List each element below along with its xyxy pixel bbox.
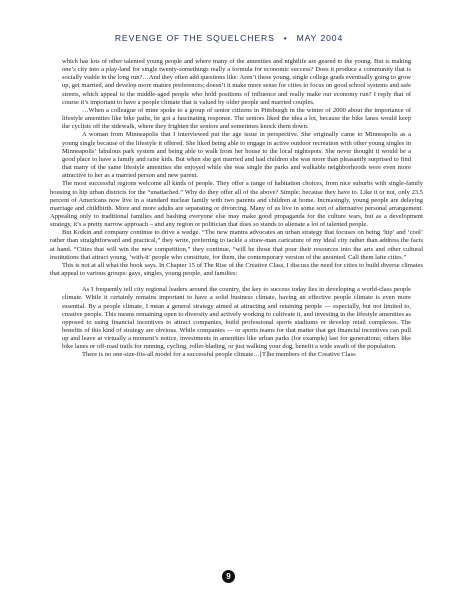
page-body <box>50 58 423 360</box>
running-header <box>0 33 458 43</box>
body-paragraph-2: But Kotkin and company continue to drive a wedge. “The new mantra advocates an urban strategy that focuses on being ‘hip’ and ‘cool’ rather than straightforward and practical,” they write, preferring to tackle a straw-man caricature of my ideal city rather than address the facts at hand. “Cities that will win the new competition,” they continue, “will be those that pour their resources into the arts and other cultural institutions that attract young, ‘with-it’ people who constitute, for them, the contemporary version of the anointed. Call them latte cities.” <box>50 229 423 261</box>
quote-paragraph-3: A woman from Minneapolis that I interviewed put the age issue in perspective. She originally came to Minneapolis as a young single because of the lifestyle it offered. She liked being able to engage in active outdoor recreation with other young singles in Minneapolis’ fabulous park system and being able to walk from her house to the local nightspots. She never thought it would be a good place to have a family and raise kids. But when she got married and had children she was more than pleasantly surprised to find that many of the same lifestyle amenities she enjoyed while she was single the parks and walkable neighborhoods were even more attractive to her as a married person and new parent. <box>62 131 411 180</box>
quote-paragraph-5: There is no one-size-fits-all model for a successful people climate…[T]he members of the Creative Class <box>82 351 356 359</box>
page-number: 9 <box>222 570 235 583</box>
header-bullet: • <box>283 33 288 43</box>
quote-paragraph-1: which has lots of other talented young people and where many of the amenities and nightlife are geared to the young. But is making one’s city into a play-land for single twenty-somethings really a formula for economic success? Does it produce a community that is socially viable in the long run?…And they often add questions like: Aren’t these young, single college grads eventually going to grow up, get married, and develop more mature preferences; doesn’t it make more sense for cities to focus on good school systems and safe streets, which appeal to the middle-aged people who hold positions of influence and really make our economy run? I reply that of course it’s important to have a people climate that is valued by older people and married couples. <box>62 58 411 106</box>
block-quote-1 <box>62 58 411 180</box>
body-paragraph-3: This is not at all what the book says. In Chapter 15 of The Rise of the Creative Class, I discuss the need for cities to build diverse climates that appeal to various groups: gays, singles, young people, and families: <box>50 261 423 278</box>
quote-paragraph-4: As I frequently tell city regional leaders around the country, the key to success today lies in developing a world-class people climate. While it certainly remains important to have a solid business climate, having an effective people climate is even more essential. By a people climate, I mean a general strategy aimed at attracting and retaining people — especially, but not limited to, creative people. This means remaining open to diversity and actively working to cultivate it, and investing in the lifestyle amenities as opposed to using financial incentives to attract companies, build professional sports stadiums or develop retail complexes. The benefits of this kind of strategy are obvious. While companies — or sports teams for that matter that get financial incentives can pull up and leave at virtually a moment’s notice, investments in amenities like urban parks (for example) last for generations; others like bike lanes or off-road trails for running, cycling, roller-blading, or just walking your dog, benefit a wide swath of the population. <box>62 286 411 351</box>
header-title: REVENGE OF THE SQUELCHERS <box>114 33 275 43</box>
header-date: MAY 2004 <box>296 33 344 43</box>
block-quote-2 <box>62 286 411 359</box>
quote-paragraph-2: …When a colleague of mine spoke to a group of senior citizens in Pittsburgh in the winter of 2000 about the importance of lifestyle amenities like bike paths, he got a fascinating response. The seniors liked the idea a lot, because the bike lanes would keep the cyclists off the sidewalk, where they frighten the seniors and sometimes knock them down. <box>62 106 411 131</box>
body-paragraph-1: The most successful regions welcome all kinds of people. They offer a range of habitation choices, from nice suburbs with single-family housing to hip urban districts for the “unattached.” Why do they offer all of the above? Simple: because they have to. Like it or not, only 23.5 percent of Americans now live in a standard nuclear family with two parents and children at home. Increasingly, young people are delaying marriage and childbirth. More and more adults are separating or divorcing. Many of us live in some sort of alternative personal arrangement. Appealing only to traditional families and bashing everyone else may make good propaganda for the culture wars, but as a development strategy, it’s a pretty narrow approach – and any region or politician that does so stands to alienate a lot of talented people. <box>50 180 423 229</box>
